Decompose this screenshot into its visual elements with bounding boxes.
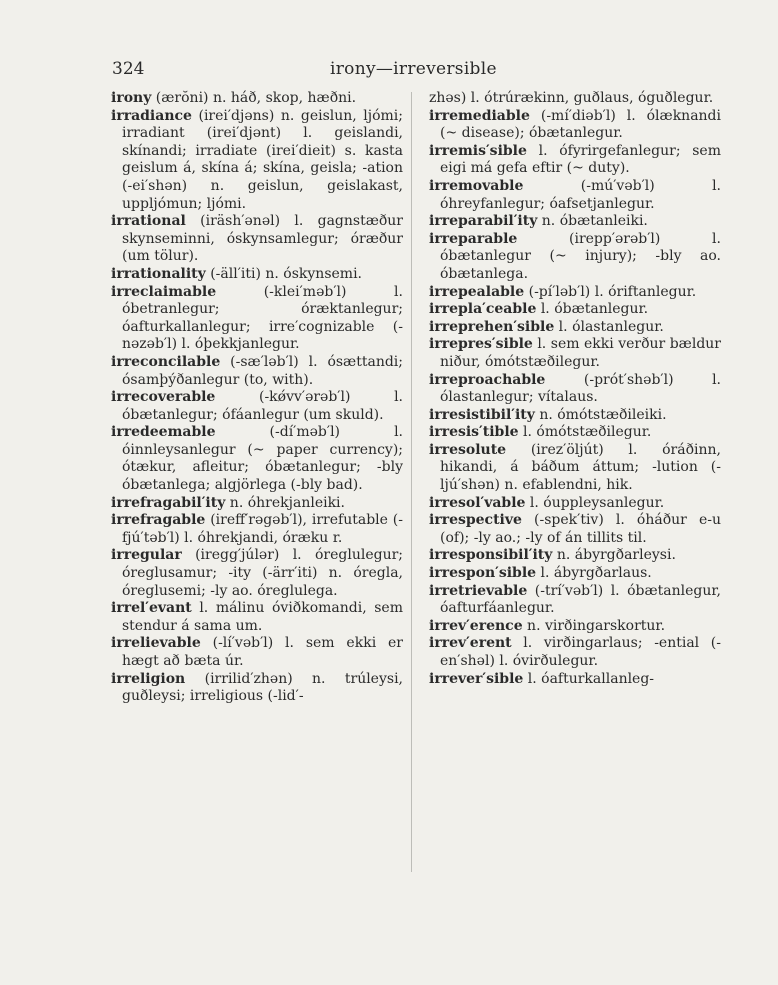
dictionary-entry [111, 512, 403, 547]
dictionary-entry [111, 213, 403, 266]
dictionary-entry [111, 600, 403, 635]
entry-definition: (-trí′vəb′l) l. óbætanlegur, óafturfáanlegur. [440, 582, 721, 617]
dictionary-entry [429, 618, 721, 636]
entry-definition: (-mú′vəb′l) l. óhreyfanlegur; óafsetjanlegur. [440, 177, 721, 212]
entry-headword: irresponsibil′ity [429, 547, 553, 564]
running-head: irony—irreversible [330, 59, 497, 79]
entry-headword: irrational [111, 213, 186, 230]
dictionary-entry [429, 565, 721, 583]
entry-definition: l. óafturkallanleg- [523, 670, 655, 687]
entry-headword: irretrievable [429, 582, 528, 599]
entry-definition: l. óbætanlegur. [536, 301, 649, 318]
entry-definition: n. virðingarskortur. [522, 617, 666, 634]
entry-definition: l. málinu óviðkomandi, sem stendur á sama um. [122, 600, 403, 634]
page-number: 324 [112, 59, 145, 79]
entry-definition: (irepp′ərəb′l) l. óbætanlegur (~ injury); -bly ao. óbætanlega. [440, 230, 721, 282]
entry-definition: (-kǿvv′ərəb′l) l. óbætanlegur; ófáanlegur (um skuld). [122, 389, 403, 423]
entry-definition: (iregg′júlər) l. óreglulegur; óreglusamur; -ity (-ärr′iti) n. óregla, óreglusemi; -ly ao. óreglulega. [122, 547, 403, 599]
left-column [111, 90, 403, 706]
dictionary-entry [429, 583, 721, 618]
entry-definition: l. ómótstæðilegur. [518, 424, 652, 441]
entry-definition: n. ábyrgðarleysi. [552, 547, 676, 564]
dictionary-entry [111, 108, 403, 214]
entry-headword: irreparable [429, 230, 518, 247]
dictionary-entry [429, 671, 721, 689]
dictionary-entry [429, 143, 721, 178]
entry-headword: irrepla′ceable [429, 301, 537, 318]
entry-headword: irrespective [429, 512, 522, 529]
dictionary-entry [429, 512, 721, 547]
dictionary-entry [429, 372, 721, 407]
entry-definition: (irrilid′zhən) n. trúleysi, guðleysi; irreligious (-lid′- [122, 670, 403, 705]
dictionary-entry [429, 407, 721, 425]
dictionary-entry [429, 336, 721, 371]
dictionary-entry [429, 547, 721, 565]
dictionary-entry [429, 108, 721, 143]
entry-definition: l. virðingarlaus; -ential (-en′shəl) l. óvirðulegur. [440, 635, 721, 669]
entry-definition: (-lí′vəb′l) l. sem ekki er hægt að bæta úr. [122, 635, 403, 669]
entry-headword: irrepres′sible [429, 336, 533, 353]
entry-definition: n. ómótstæðileiki. [534, 406, 667, 423]
entry-headword: irreconcilable [111, 353, 221, 370]
entry-headword: irrel′evant [111, 600, 192, 617]
entry-headword: irrefragable [111, 512, 206, 529]
entry-headword: irrespon′sible [429, 565, 537, 582]
dictionary-entry [429, 284, 721, 302]
entry-definition: (ærŏni) n. háð, skop, hæðni. [151, 90, 357, 106]
entry-definition: (-klei′məb′l) l. óbetranlegur; óræktanlegur; óafturkallanlegur; irre′cognizable (-nəzəb′l) l. óþekkjanlegur. [122, 283, 403, 353]
entry-definition: (irez′öljút) l. óráðinn, hikandi, á báðum áttum; -lution (-ljú′shən) n. efablendni, hik. [440, 441, 721, 494]
dictionary-entry [111, 284, 403, 354]
dictionary-entry [429, 635, 721, 670]
dictionary-entry [111, 389, 403, 424]
entry-headword: irrepealable [429, 283, 525, 300]
dictionary-entry [429, 319, 721, 337]
dictionary-entry [429, 301, 721, 319]
entry-headword: irrationality [111, 265, 206, 282]
dictionary-entry [429, 442, 721, 495]
entry-headword: irrever′sible [429, 670, 524, 687]
dictionary-entry [429, 424, 721, 442]
entry-definition: (-mí′diəb′l) l. ólæknandi (~ disease); óbætanlegur. [440, 107, 721, 142]
entry-definition: (-sæ′ləb′l) l. ósættandi; ósamþýðanlegur (to, with). [122, 353, 403, 388]
entry-headword: irreligion [111, 670, 186, 687]
entry-definition: (iräsh′ənəl) l. gagnstæður skynseminni, óskynsamlegur; óræður (um tölur). [122, 213, 403, 265]
entry-definition: n. óhrekjanleiki. [225, 494, 345, 511]
dictionary-entry [111, 266, 403, 284]
entry-definition: (ireff′rəgəb′l), irrefutable (-fjú′təb′l) l. óhrekjandi, óræku r. [122, 512, 403, 546]
entry-definition: l. ólastanlegur. [554, 318, 664, 335]
entry-headword: irresistibil′ity [429, 406, 535, 423]
entry-definition: (-pí′ləb′l) l. óriftanlegur. [524, 283, 697, 300]
entry-headword: irredeemable [111, 424, 216, 441]
entry-headword: irreparabil′ity [429, 213, 538, 230]
entry-headword: irremis′sible [429, 142, 527, 159]
dictionary-entry [429, 231, 721, 284]
dictionary-entry [429, 90, 721, 108]
dictionary-entry [111, 547, 403, 600]
dictionary-entry [111, 495, 403, 513]
entry-definition: l. óuppleysanlegur. [525, 494, 665, 511]
entry-definition: (-dí′məb′l) l. óinnleysanlegur (~ paper currency); ótækur, afleitur; óbætanlegur; -bly óbætanlega; algjörlega (-bly bad). [122, 424, 403, 494]
entry-headword: irresol′vable [429, 494, 526, 511]
dictionary-entry [111, 354, 403, 389]
dictionary-entry [429, 178, 721, 213]
entry-definition: (-spek′tiv) l. óháður e-u (of); -ly ao.; -ly of án tillits til. [440, 512, 721, 546]
entry-headword: irreprehen′sible [429, 318, 555, 335]
entry-headword: irreclaimable [111, 283, 217, 300]
dictionary-entry [111, 424, 403, 494]
right-column [429, 90, 721, 688]
entry-definition: l. sem ekki verður bældur niður, ómótstæðilegur. [440, 336, 721, 370]
entry-headword: irremovable [429, 177, 524, 194]
entry-definition: n. óbætanleiki. [537, 213, 648, 230]
entry-headword: irrefragabil′ity [111, 494, 226, 511]
entry-headword: irremediable [429, 107, 530, 124]
entry-headword: irrecoverable [111, 389, 216, 406]
entry-headword: irrev′erence [429, 617, 523, 634]
entry-headword: irresolute [429, 441, 507, 458]
entry-headword: irreproachable [429, 371, 546, 388]
entry-definition: (irei′djəns) n. geislun, ljómi; irradiant (irei′djənt) l. geislandi, skínandi; irradiate (irei′dieit) s. kasta geislum á, skína á; skína, geisla; -ation (-ei′shən) n. geislun, geislakast, uppljómun; ljómi. [122, 107, 403, 212]
entry-definition: zhəs) l. ótrúrækinn, guðlaus, óguðlegur. [429, 90, 714, 106]
column-divider [411, 92, 412, 872]
entry-definition: l. ábyrgðarlaus. [536, 565, 652, 582]
entry-headword: irony [111, 90, 152, 106]
entry-headword: irrelievable [111, 635, 201, 652]
entry-headword: irresis′tible [429, 424, 519, 441]
dictionary-entry [111, 671, 403, 706]
dictionary-entry [111, 90, 403, 108]
entry-definition: l. ófyrirgefanlegur; sem eigi má gefa eftir (~ duty). [440, 142, 721, 177]
entry-headword: irradiance [111, 107, 192, 124]
entry-definition: (-äll′iti) n. óskynsemi. [205, 265, 362, 282]
dictionary-entry [429, 213, 721, 231]
entry-headword: irregular [111, 547, 182, 564]
entry-definition: (-prót′shəb′l) l. ólastanlegur; vítalaus. [440, 371, 721, 406]
entry-headword: irrev′erent [429, 635, 512, 652]
dictionary-entry [429, 495, 721, 513]
dictionary-entry [111, 635, 403, 670]
